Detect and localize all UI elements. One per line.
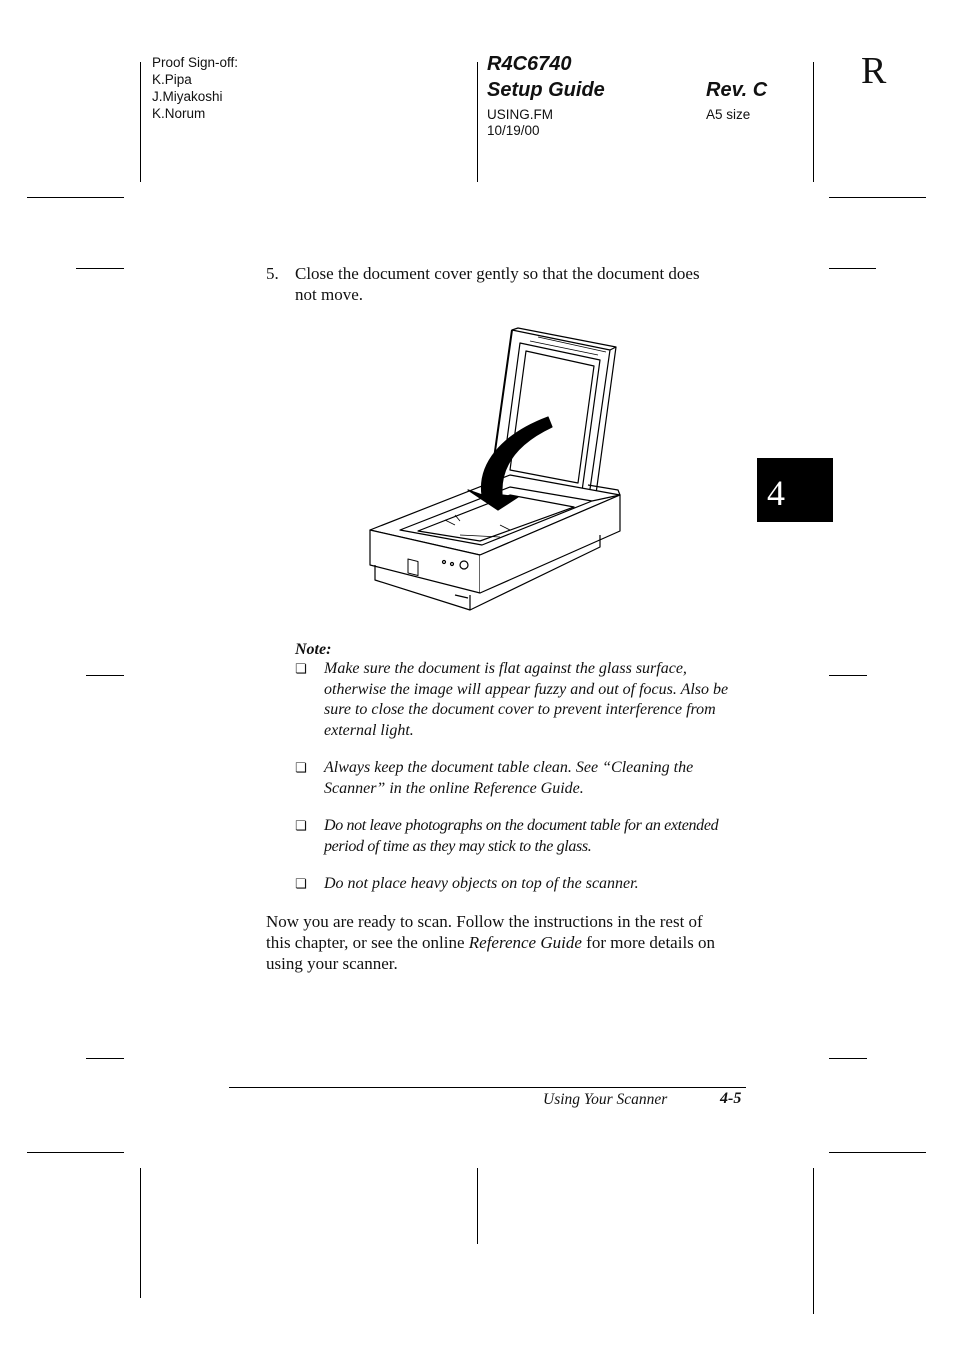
crop-mark bbox=[813, 62, 814, 182]
note-line: Do not leave photographs on the document table for an extended bbox=[324, 817, 719, 834]
step-text-line: Close the document cover gently so that the document does bbox=[295, 264, 700, 283]
page-number: 4-5 bbox=[720, 1090, 742, 1107]
note-line: period of time as they may stick to the glass. bbox=[324, 837, 592, 855]
crop-mark bbox=[86, 675, 124, 676]
footer-rule bbox=[229, 1087, 746, 1088]
proof-signoff bbox=[152, 54, 238, 122]
crop-mark bbox=[27, 197, 124, 198]
crop-mark bbox=[477, 62, 478, 182]
doc-size: A5 size bbox=[706, 107, 751, 122]
closing-paragraph bbox=[266, 911, 715, 974]
footer-section: Using Your Scanner bbox=[543, 1091, 668, 1108]
chapter-number: 4 bbox=[767, 473, 785, 513]
crop-mark bbox=[829, 1058, 867, 1059]
checkbox-bullet-icon: ❏ bbox=[295, 761, 307, 776]
crop-mark bbox=[829, 268, 876, 269]
closing-line: using your scanner. bbox=[266, 954, 398, 973]
note-line: Scanner” in the online Reference Guide. bbox=[324, 779, 584, 797]
proof-name: K.Pipa bbox=[152, 72, 192, 87]
crop-mark bbox=[86, 1058, 124, 1059]
closing-text: this chapter, or see the online bbox=[266, 933, 469, 952]
doc-date: 10/19/00 bbox=[487, 123, 540, 138]
corner-letter: R bbox=[861, 50, 887, 92]
checkbox-bullet-icon: ❏ bbox=[295, 662, 307, 677]
step-text-line: not move. bbox=[295, 285, 363, 304]
note-line: otherwise the image will appear fuzzy and out of focus. Also be bbox=[324, 680, 729, 698]
crop-mark bbox=[76, 268, 124, 269]
note-heading: Note: bbox=[295, 641, 332, 658]
doc-model: R4C6740 bbox=[487, 53, 572, 75]
doc-revision: Rev. C bbox=[706, 79, 768, 101]
proof-heading: Proof Sign-off: bbox=[152, 55, 239, 70]
note-line: Make sure the document is flat against the glass surface, bbox=[324, 660, 687, 677]
reference-guide-title: Reference Guide bbox=[468, 933, 582, 952]
doc-file: USING.FM bbox=[487, 107, 553, 122]
checkbox-bullet-icon: ❏ bbox=[295, 819, 307, 834]
crop-mark bbox=[813, 1168, 814, 1314]
proof-name: J.Miyakoshi bbox=[152, 89, 223, 104]
chapter-tab bbox=[757, 458, 833, 522]
closing-line: Now you are ready to scan. Follow the instructions in the rest of bbox=[266, 912, 703, 931]
closing-line bbox=[266, 932, 715, 953]
scanner-closing-cover-illustration bbox=[360, 325, 625, 615]
note-line: external light. bbox=[324, 721, 414, 739]
crop-mark bbox=[829, 197, 926, 198]
crop-mark bbox=[829, 1152, 926, 1153]
step-number: 5. bbox=[266, 264, 279, 283]
crop-mark bbox=[477, 1168, 478, 1244]
proof-name: K.Norum bbox=[152, 106, 206, 121]
note-line: sure to close the document cover to prevent interference from bbox=[324, 701, 716, 718]
crop-mark bbox=[27, 1152, 124, 1153]
crop-mark bbox=[140, 62, 141, 182]
note-line: Always keep the document table clean. See “Cleaning the bbox=[324, 759, 694, 776]
closing-text: for more details on bbox=[581, 933, 716, 952]
checkbox-bullet-icon: ❏ bbox=[295, 877, 307, 892]
note-line: Do not place heavy objects on top of the scanner. bbox=[324, 875, 639, 892]
doc-title: Setup Guide bbox=[487, 79, 605, 101]
crop-mark bbox=[829, 675, 867, 676]
crop-mark bbox=[140, 1168, 141, 1298]
